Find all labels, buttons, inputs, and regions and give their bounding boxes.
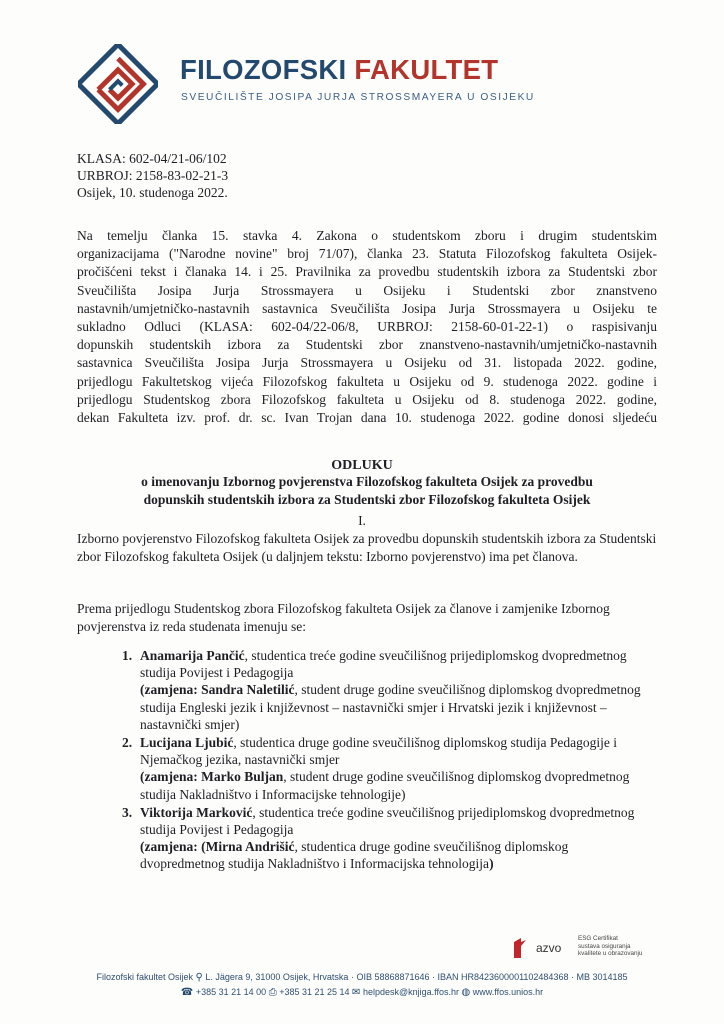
footer-address: L. Jägera 9, 31000 Osijek, Hrvatska	[205, 972, 349, 982]
member-name: Lucijana Ljubić	[140, 735, 234, 751]
substitute-prefix: (zamjena:	[140, 682, 202, 698]
footer-fax: +385 31 21 25 14	[279, 987, 350, 997]
intro-line: Na temelju članka 15. stavka 4. Zakona o studentskom zboru i drugim studentskim	[77, 228, 657, 243]
azvo-logo-icon	[512, 936, 528, 960]
footer-mb: MB 3014185	[576, 972, 628, 982]
reference-block	[77, 150, 228, 201]
footer-line-2	[0, 987, 724, 998]
intro-line: sastavnica Sveučilišta Josipa Jurja Strossmayera u Osijeku od 31. listopada 2022. godine,	[77, 355, 657, 371]
intro-line: sukladno Odluci (KLASA: 602-04/22-06/8, URBROJ: 2158-60-01-22-1) o raspisivanju	[77, 318, 657, 334]
azvo-certificate	[512, 934, 682, 964]
email-icon: ✉	[352, 987, 361, 998]
faculty-name	[180, 54, 498, 86]
urbroj-line: URBROJ: 2158-83-02-21-3	[77, 168, 229, 183]
substitute-description: , student druge godine sveučilišnog diplomskog dvopredmetnog studija Nakladništvo i Informacijske tehnologije)	[140, 769, 630, 802]
member-description: , studentica treće godine sveučilišnog prijediplomskog dvopredmetnog studija Povijest i Pedagogija	[140, 648, 627, 681]
substitute-prefix: (zamjena: (	[140, 839, 206, 855]
footer-email[interactable]: helpdesk@knjiga.ffos.hr	[362, 987, 459, 997]
list-number: 2.	[122, 735, 133, 751]
list-item	[122, 734, 642, 803]
commission-paragraph: Izborno povjerenstvo Filozofskog fakulteta Osijek za provedbu dopunskih studentskih izbora za Studentski zbor Filozofskog fakulteta Osijek (u daljnjem tekstu: Izborno povjerenstvo) ima pet članova.	[77, 531, 657, 564]
legal-basis-paragraph	[77, 227, 657, 427]
substitute-description: , student druge godine sveučilišnog diplomskog dvopredmetnog studija Engleski jezik i književnost – nastavnički smjer i Hrvatski jezik i književnost – nastavnički smjer)	[140, 682, 641, 732]
labyrinth-logo-icon	[78, 44, 158, 124]
university-name: SVEUČILIŠTE JOSIPA JURJA STROSSMAYERA U OSIJEKU	[181, 92, 535, 103]
intro-line: dopunskih studentskih izbora za Studentski zbor znanstveno-nastavnih/umjetničko-nastavnih	[77, 337, 657, 353]
decision-subtitle	[77, 473, 657, 508]
place-date-line: Osijek, 10. studenoga 2022.	[77, 185, 228, 200]
section-number: I.	[358, 513, 366, 528]
faculty-name-word1: FILOZOFSKI	[180, 54, 347, 85]
intro-line: pročišćeni tekst i članaka 14. i 25. Pravilnika za provedbu studentskih izbora za Studentski zbor	[77, 264, 657, 280]
decision-subtitle-line: o imenovanju Izbornog povjerenstva Filozofskog fakulteta Osijek za provedbu	[141, 474, 593, 489]
footer-iban: IBAN HR8423600001102484368	[437, 972, 569, 982]
intro-line: Sveučilišta Josipa Jurja Strossmayera u Osijeku i Studentski zbor znanstveno	[77, 282, 657, 298]
list-number: 3.	[122, 804, 133, 820]
member-description: , studentica treće godine sveučilišnog prijediplomskog dvopredmetnog studija Povijest i Pedagogija	[140, 804, 635, 838]
decision-subtitle-line: dopunskih studentskih izbora za Studentski zbor Filozofskog fakulteta Osijek	[143, 491, 591, 507]
location-pin-icon: ⚲	[195, 972, 203, 983]
intro-line: prijedlogu Studentskog zbora Filozofskog fakulteta u Osijeku od 8. studenoga 2022. godine,	[77, 391, 657, 407]
footer-faculty-name: Filozofski fakultet Osijek	[96, 972, 193, 982]
list-item	[122, 647, 642, 733]
footer-phone: +385 31 21 14 00	[195, 987, 267, 997]
member-name: Anamarija Pančić	[140, 648, 245, 663]
appointment-paragraph: Prema prijedlogu Studentskog zbora Filozofskog fakulteta Osijek za članove i zamjenike Izbornog povjerenstva iz reda studenata imenuju se:	[77, 601, 610, 634]
intro-line: dekan Fakulteta izv. prof. dr. sc. Ivan Trojan dana 10. studenoga 2022. godine donosi sljedeću	[77, 409, 657, 425]
member-name: Viktorija Marković	[140, 804, 253, 820]
members-list	[122, 647, 642, 874]
azvo-note-line: sustava osiguranja	[578, 942, 631, 950]
decision-title: ODLUKU	[331, 458, 393, 473]
fax-icon: ⎙	[268, 987, 277, 998]
faculty-name-word2: FAKULTET	[354, 54, 499, 85]
footer-website[interactable]: www.ffos.unios.hr	[472, 987, 544, 997]
azvo-note-line: kvalitete u obrazovanju	[578, 950, 643, 957]
substitute-name: Sandra Naletilić	[201, 682, 295, 698]
substitute-close: )	[489, 856, 494, 872]
substitute-prefix: (zamjena:	[140, 769, 202, 785]
footer-oib: OIB 58868871646	[356, 972, 430, 982]
klasa-line: KLASA: 602-04/21-06/102	[77, 151, 227, 166]
phone-icon: ☎	[180, 987, 194, 998]
substitute-name: Marko Buljan	[201, 769, 284, 785]
globe-icon: ◍	[461, 987, 471, 998]
list-number: 1.	[122, 648, 133, 663]
intro-line: organizacijama ("Narodne novine" broj 71/07), članka 23. Statuta Filozofskog fakulteta Osijek-	[77, 246, 657, 262]
substitute-name: Mirna Andrišić	[205, 839, 295, 855]
footer-line-1: Filozofski fakultet Osijek ⚲ L. Jägera 9, 31000 Osijek, Hrvatska · OIB 58868871646 · IBAN HR8423600001102484368 · MB 3014185	[96, 972, 628, 983]
azvo-note-line: ESG Certifikat	[578, 935, 618, 942]
member-description: , studentica druge godine sveučilišnog diplomskog studija Pedagogije i Njemačkog jezika, nastavnički smjer	[140, 735, 617, 768]
azvo-wordmark: azvo	[536, 941, 562, 955]
intro-line: prijedlogu Fakultetskog vijeća Filozofskog fakulteta u Osijeku od 9. studenoga 2022. godine i	[77, 373, 657, 389]
azvo-note	[578, 935, 678, 958]
intro-line: nastavnih/umjetničko-nastavnih sastavnica Sveučilišta Josipa Jurja Strossmayera u Osijeku te	[77, 300, 657, 316]
list-item	[122, 804, 642, 873]
substitute-description: , studentica druge godine sveučilišnog diplomskog dvopredmetnog studija Nakladništvo i Informacijska tehnologija	[140, 839, 569, 872]
